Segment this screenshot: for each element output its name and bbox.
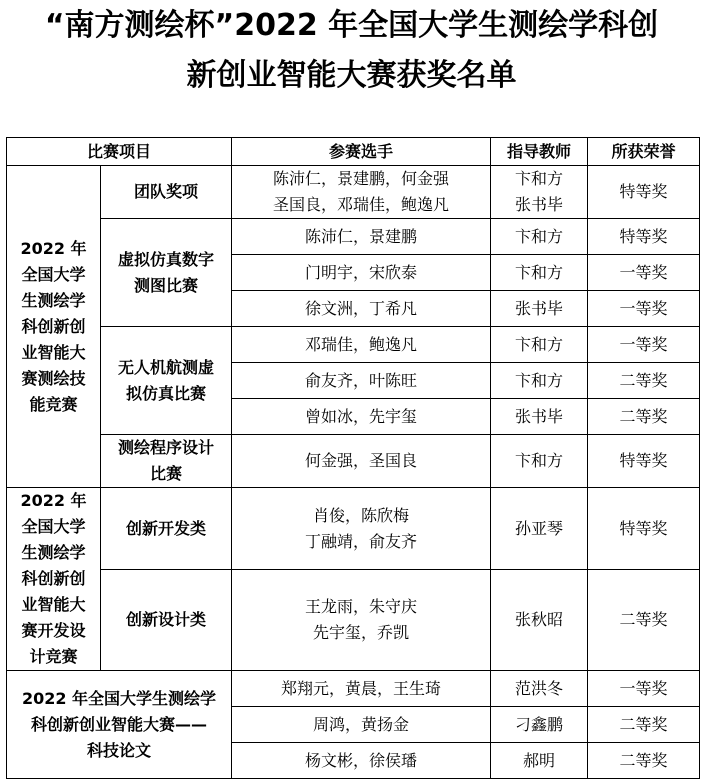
category-skills-competition: 2022 年 全国大学 生测绘学 科创新创 业智能大 赛测绘技 能竞赛 [7, 166, 101, 488]
header-advisor: 指导教师 [491, 138, 588, 166]
honor-cell: 特等奖 [588, 219, 700, 255]
advisor-cell: 刁鑫鹏 [491, 707, 588, 743]
advisor-cell: 范洪冬 [491, 671, 588, 707]
header-project: 比赛项目 [7, 138, 232, 166]
document-title-line-2: 新创业智能大赛获奖名单 [186, 58, 517, 93]
advisor-cell: 张秋昭 [491, 570, 588, 671]
advisor-cell: 张书毕 [491, 291, 588, 327]
category-startup-competition: 2022 年 全国大学 生测绘学 科创新创 业智能大 赛开发设 计竞赛 [7, 488, 101, 671]
honor-cell: 二等奖 [588, 570, 700, 671]
table-row [7, 219, 700, 255]
players-cell: 邓瑞佳，鲍逸凡 [232, 327, 491, 363]
players-cell: 郑翔元，黄晨，王生琦 [232, 671, 491, 707]
honor-cell: 一等奖 [588, 291, 700, 327]
table-row [7, 570, 700, 671]
subcategory-vr-mapping: 虚拟仿真数字 测图比赛 [101, 219, 232, 327]
advisor-cell: 孙亚琴 [491, 488, 588, 570]
category-tech-paper: 2022 年全国大学生测绘学 科创新创业智能大赛—— 科技论文 [7, 671, 232, 779]
players-cell: 陈沛仁，景建鹏 [232, 219, 491, 255]
players-cell: 陈沛仁，景建鹏，何金强 圣国良，邓瑞佳，鲍逸凡 [232, 166, 491, 219]
honor-cell: 一等奖 [588, 255, 700, 291]
table-row [7, 671, 700, 707]
header-honor: 所获荣誉 [588, 138, 700, 166]
players-cell: 肖俊，陈欣梅 丁融靖，俞友齐 [232, 488, 491, 570]
players-cell: 王龙雨，朱守庆 先宇玺，乔凯 [232, 570, 491, 671]
table-row [7, 435, 700, 488]
subcategory-uav: 无人机航测虚 拟仿真比赛 [101, 327, 232, 435]
subcategory-innovation-design: 创新设计类 [101, 570, 232, 671]
honor-cell: 特等奖 [588, 435, 700, 488]
players-cell: 何金强，圣国良 [232, 435, 491, 488]
advisor-cell: 卞和方 [491, 219, 588, 255]
players-cell: 门明宇，宋欣泰 [232, 255, 491, 291]
table-header-row [7, 138, 700, 166]
advisor-cell: 卞和方 张书毕 [491, 166, 588, 219]
advisor-cell: 卞和方 [491, 363, 588, 399]
honor-cell: 特等奖 [588, 488, 700, 570]
players-cell: 俞友齐，叶陈旺 [232, 363, 491, 399]
honor-cell: 一等奖 [588, 671, 700, 707]
document-title-line-1: “南方测绘杯”2022 年全国大学生测绘学科创 [44, 8, 659, 43]
advisor-cell: 卞和方 [491, 255, 588, 291]
table-row [7, 166, 700, 219]
honor-cell: 二等奖 [588, 707, 700, 743]
players-cell: 周鸿，黄扬金 [232, 707, 491, 743]
table-row [7, 327, 700, 363]
honor-cell: 二等奖 [588, 743, 700, 779]
honor-cell: 一等奖 [588, 327, 700, 363]
players-cell: 曾如冰，先宇玺 [232, 399, 491, 435]
honor-cell: 二等奖 [588, 363, 700, 399]
players-cell: 徐文洲，丁希凡 [232, 291, 491, 327]
advisor-cell: 卞和方 [491, 435, 588, 488]
table-row [7, 488, 700, 570]
honor-cell: 二等奖 [588, 399, 700, 435]
players-cell: 杨文彬，徐侯璠 [232, 743, 491, 779]
header-players: 参赛选手 [232, 138, 491, 166]
subcategory-innovation-dev: 创新开发类 [101, 488, 232, 570]
advisor-cell: 张书毕 [491, 399, 588, 435]
advisor-cell: 郝明 [491, 743, 588, 779]
subcategory-program-design: 测绘程序设计 比赛 [101, 435, 232, 488]
honor-cell: 特等奖 [588, 166, 700, 219]
advisor-cell: 卞和方 [491, 327, 588, 363]
awards-table [6, 137, 700, 779]
subcategory-team-award: 团队奖项 [101, 166, 232, 219]
